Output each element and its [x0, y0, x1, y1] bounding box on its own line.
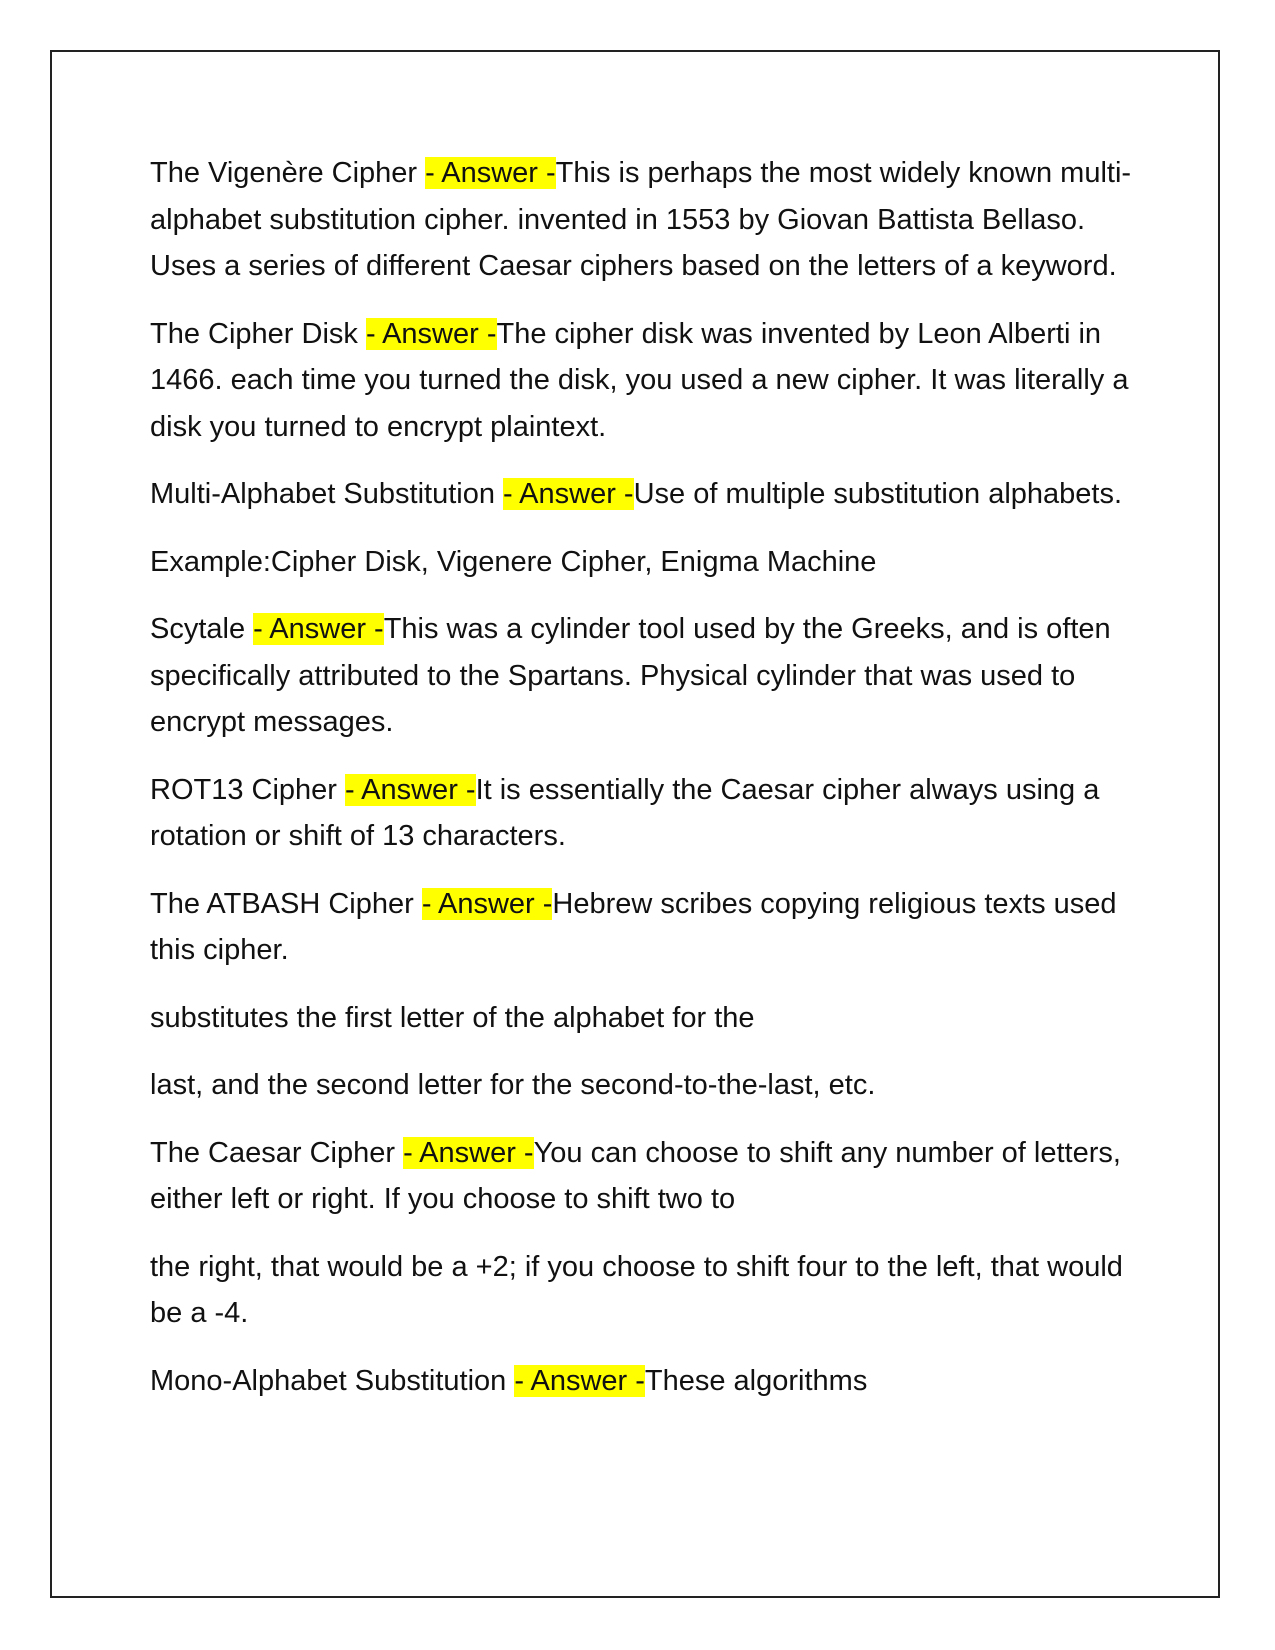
example-line: Example:Cipher Disk, Vigenere Cipher, Enigma Machine [150, 545, 877, 578]
entry-scytale [150, 606, 1140, 746]
entry-term: The Cipher Disk [150, 317, 358, 350]
entry-answer: This was a cylinder tool used by the Greeks, and is often specifically attributed to the Spartans. Physical cylinder that was used to encrypt messages. [150, 613, 1111, 738]
entry-answer: It is essentially the Caesar cipher always using a rotation or shift of 13 characters. [150, 773, 1100, 852]
entry-answer: You can choose to shift any number of letters, either left or right. If you choose to shift two to [150, 1136, 1121, 1215]
answer-highlight: - Answer - [253, 613, 384, 645]
atbash-continuation-1: substitutes the first letter of the alphabet for the [150, 1001, 755, 1034]
entry-multi-alphabet [150, 471, 1140, 518]
caesar-continuation: the right, that would be a +2; if you choose to shift four to the left, that would be a -4. [150, 1250, 1123, 1329]
entry-answer: These algorithms [644, 1364, 868, 1397]
entry-answer: The cipher disk was invented by Leon Alberti in 1466. each time you turned the disk, you used a new cipher. It was literally a disk you turned to encrypt plaintext. [150, 317, 1129, 443]
answer-highlight: - Answer - [514, 1364, 645, 1397]
answer-highlight: - Answer - [365, 317, 497, 350]
answer-highlight: - Answer - [345, 773, 476, 806]
entry-mono-alphabet [150, 1358, 1140, 1405]
entry-term: The ATBASH Cipher [150, 887, 414, 920]
entry-term: Multi-Alphabet Substitution [150, 478, 495, 510]
atbash-continuation-2: last, and the second letter for the second-to-the-last, etc. [150, 1069, 876, 1101]
entry-answer: Use of multiple substitution alphabets. [633, 478, 1123, 510]
entry-caesar [150, 1130, 1140, 1223]
entry-term: ROT13 Cipher [150, 773, 337, 806]
entry-atbash [150, 881, 1140, 974]
entry-rot13 [150, 767, 1140, 860]
entry-term: Mono-Alphabet Substitution [150, 1364, 507, 1397]
answer-highlight: - Answer - [503, 478, 634, 510]
entry-term: Scytale [150, 613, 246, 645]
answer-highlight: - Answer - [421, 887, 553, 920]
entry-term: The Caesar Cipher [150, 1136, 395, 1169]
answer-highlight: - Answer - [403, 1136, 534, 1169]
entry-cipher-disk [150, 311, 1140, 451]
entry-term: The Vigenère Cipher [150, 157, 418, 189]
entry-answer: This is perhaps the most widely known multi-alphabet substitution cipher. invented in 1553 by Giovan Battista Bellaso. Uses a series of different Caesar ciphers based on the letters of a keyword. [150, 157, 1132, 282]
entry-answer: Hebrew scribes copying religious texts used this cipher. [150, 887, 1117, 966]
entry-vigenere [150, 150, 1140, 290]
answer-highlight: - Answer - [425, 157, 556, 189]
document-body [150, 150, 1140, 1425]
